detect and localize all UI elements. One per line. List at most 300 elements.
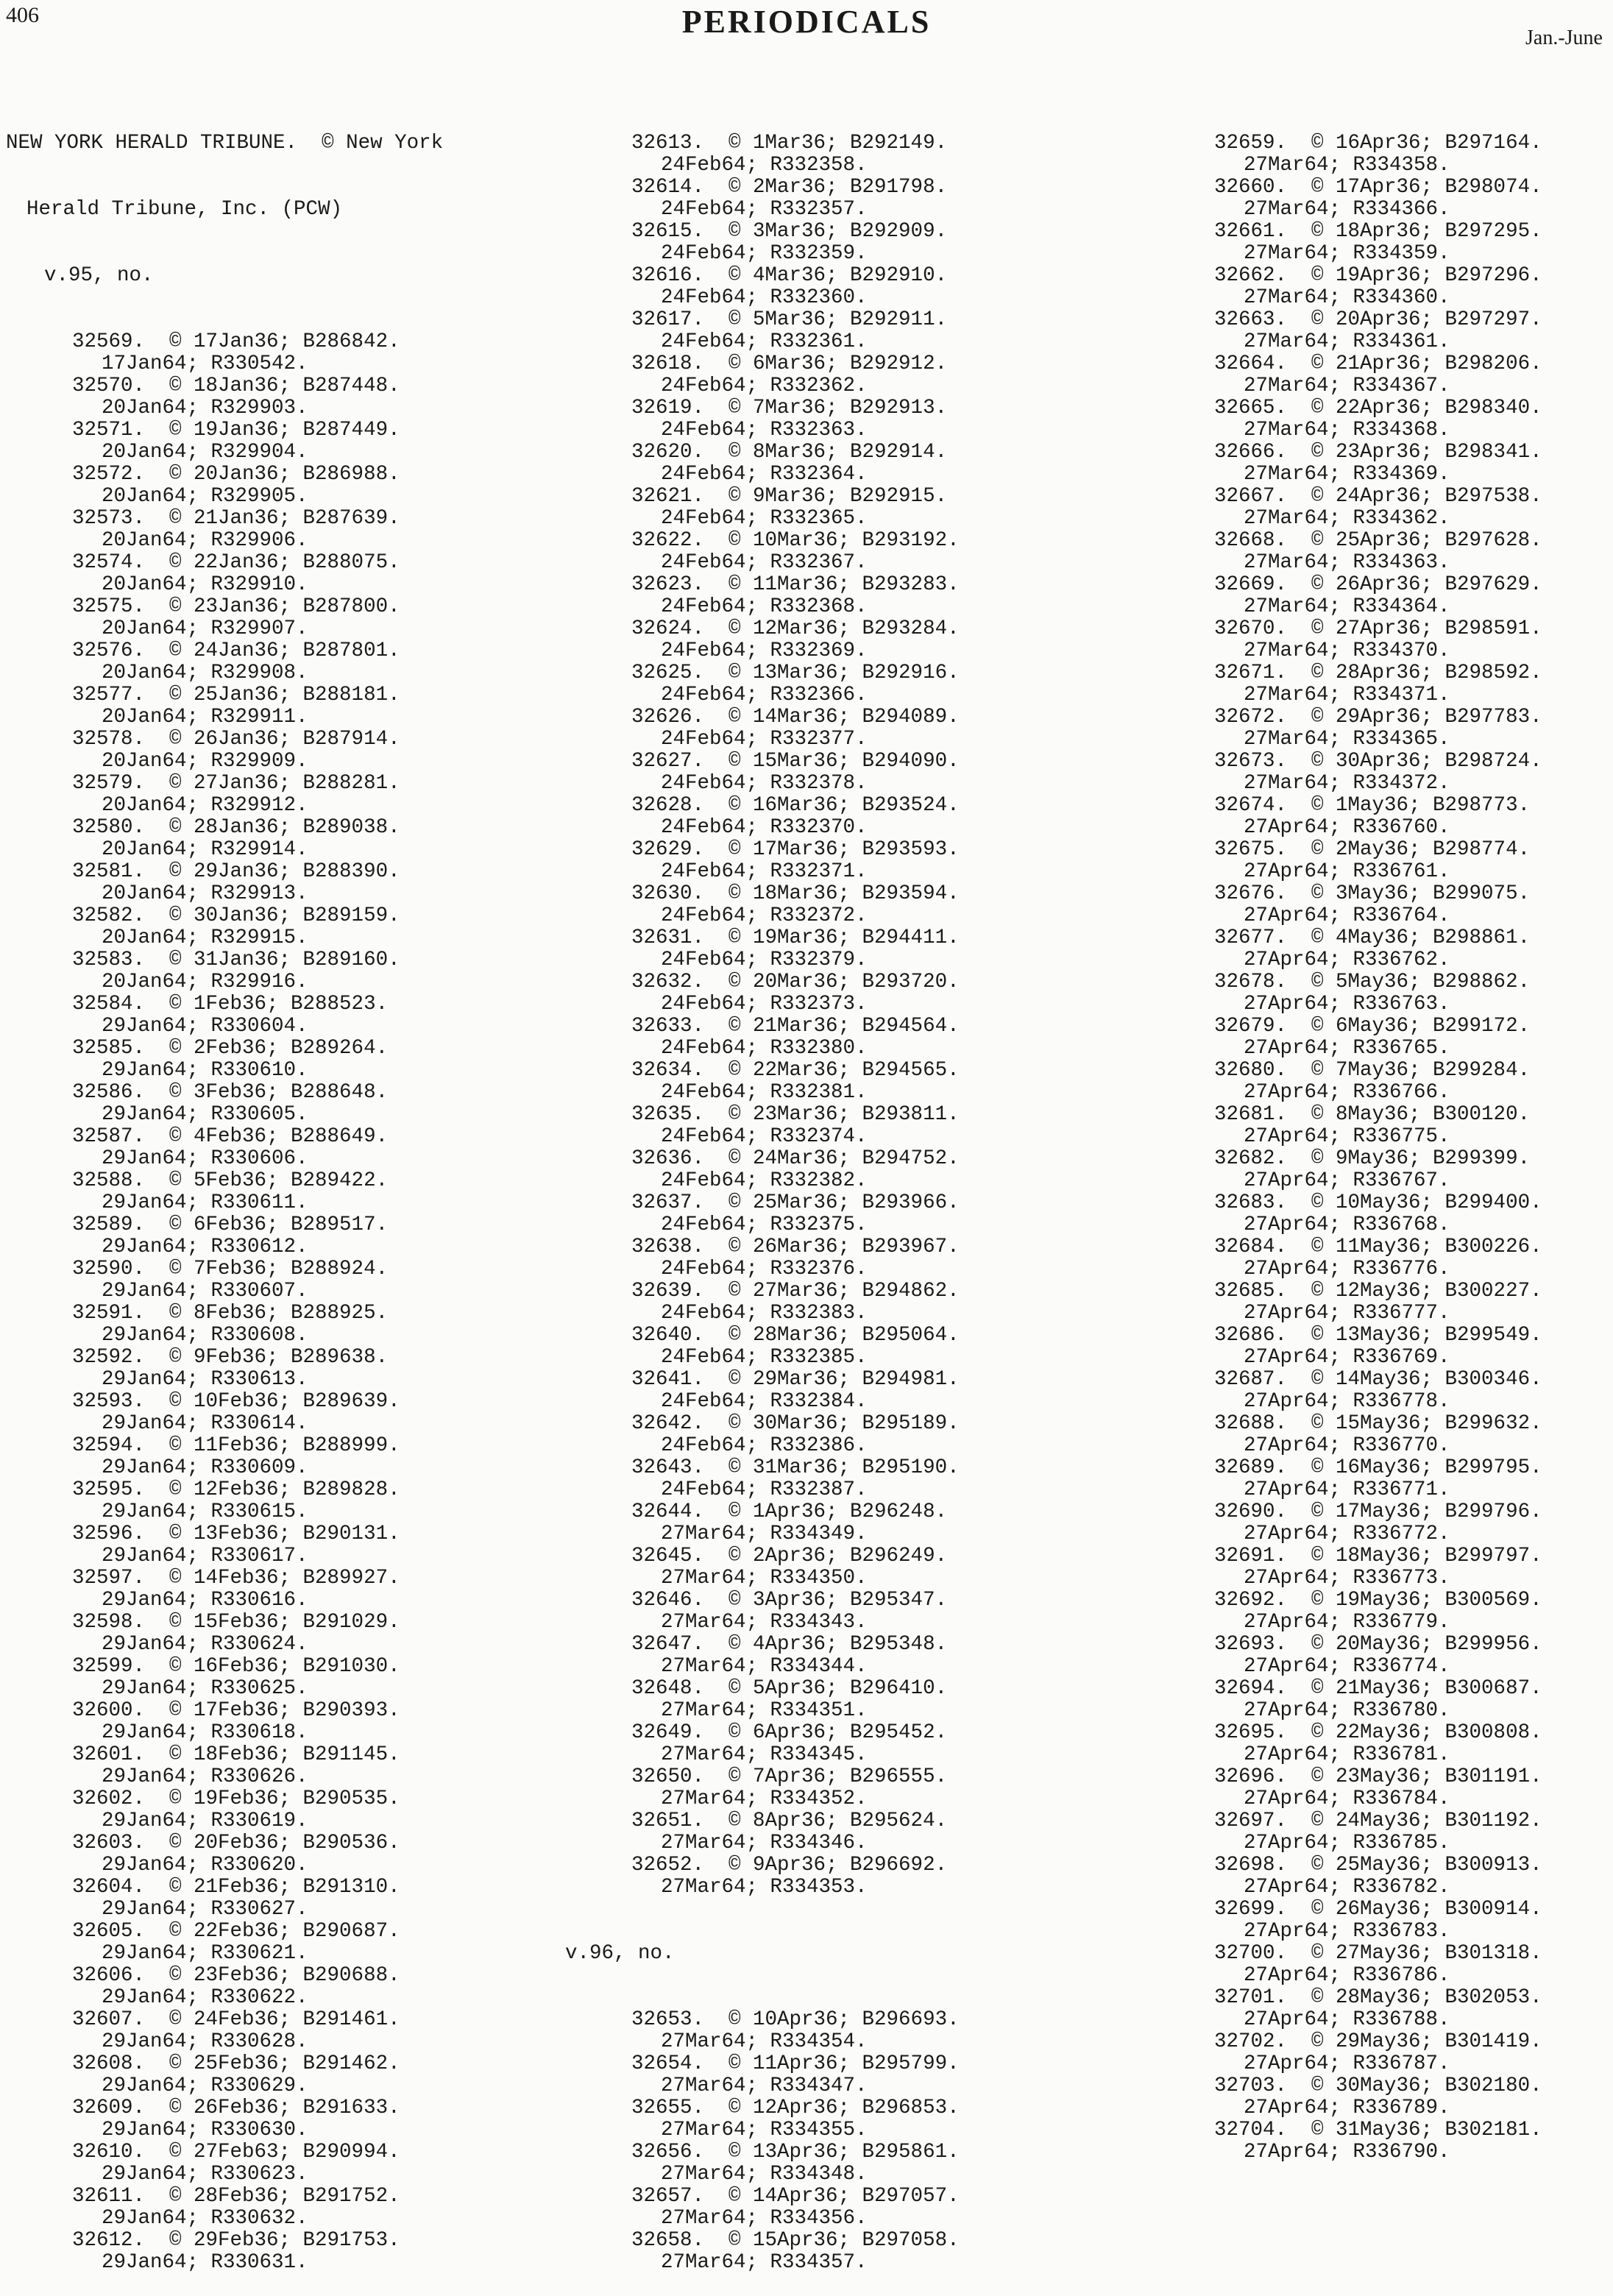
entry-registration: 32619. © 7Mar36; B292913. bbox=[631, 397, 948, 419]
list-item bbox=[565, 1148, 960, 1192]
entry-renewal: 27Mar64; R334359. bbox=[1244, 242, 1450, 265]
entry-renewal: 27Mar64; R334361. bbox=[1244, 330, 1450, 353]
list-item bbox=[1148, 662, 1542, 706]
entry-renewal: 27Mar64; R334352. bbox=[661, 1787, 868, 1810]
entry-registration: 32588. © 5Feb36; B289422. bbox=[72, 1169, 389, 1192]
list-item bbox=[6, 2141, 443, 2186]
entry-list bbox=[565, 132, 960, 1899]
list-item bbox=[565, 927, 960, 971]
list-item bbox=[565, 839, 960, 883]
entry-renewal: 24Feb64; R332365. bbox=[661, 507, 868, 530]
entry-renewal: 29Jan64; R330616. bbox=[102, 1589, 308, 1612]
entry-renewal: 24Feb64; R332375. bbox=[661, 1213, 868, 1236]
entry-registration: 32602. © 19Feb36; B290535. bbox=[72, 1787, 400, 1810]
list-item bbox=[6, 2230, 443, 2274]
entry-registration: 32608. © 25Feb36; B291462. bbox=[72, 2052, 400, 2075]
list-item bbox=[6, 2186, 443, 2230]
entry-registration: 32669. © 26Apr36; B297629. bbox=[1214, 573, 1542, 596]
entry-registration: 32686. © 13May36; B299549. bbox=[1214, 1324, 1542, 1347]
list-item bbox=[6, 375, 443, 419]
entry-registration: 32666. © 23Apr36; B298341. bbox=[1214, 441, 1542, 464]
list-item bbox=[565, 1413, 960, 1457]
entry-renewal: 24Feb64; R332368. bbox=[661, 595, 868, 618]
list-item bbox=[565, 397, 960, 442]
entry-registration: 32624. © 12Mar36; B293284. bbox=[631, 617, 960, 640]
list-item bbox=[6, 419, 443, 464]
entry-registration: 32616. © 4Mar36; B292910. bbox=[631, 264, 948, 287]
entry-renewal: 17Jan64; R330542. bbox=[102, 352, 308, 375]
entry-registration: 32638. © 26Mar36; B293967. bbox=[631, 1236, 960, 1258]
entry-renewal: 24Feb64; R332359. bbox=[661, 242, 868, 265]
entry-renewal: 20Jan64; R329913. bbox=[102, 882, 308, 905]
entry-registration: 32660. © 17Apr36; B298074. bbox=[1214, 176, 1542, 199]
list-item bbox=[1148, 1854, 1542, 1899]
list-item bbox=[565, 1236, 960, 1280]
entry-registration: 32673. © 30Apr36; B298724. bbox=[1214, 750, 1542, 773]
list-item bbox=[1148, 2119, 1542, 2164]
date-range: Jan.-June bbox=[1525, 26, 1603, 49]
entry-renewal: 24Feb64; R332376. bbox=[661, 1258, 868, 1280]
entry-renewal: 27Apr64; R336770. bbox=[1244, 1434, 1450, 1457]
entry-registration: 32594. © 11Feb36; B288999. bbox=[72, 1434, 400, 1457]
entry-renewal: 24Feb64; R332386. bbox=[661, 1434, 868, 1457]
entry-registration: 32647. © 4Apr36; B295348. bbox=[631, 1633, 948, 1656]
entry-registration: 32652. © 9Apr36; B296692. bbox=[631, 1854, 948, 1877]
list-item bbox=[565, 1722, 960, 1766]
list-item bbox=[1148, 618, 1542, 662]
entry-renewal: 29Jan64; R330611. bbox=[102, 1191, 308, 1214]
entry-registration: 32688. © 15May36; B299632. bbox=[1214, 1412, 1542, 1435]
entry-registration: 32679. © 6May36; B299172. bbox=[1214, 1015, 1531, 1038]
entry-renewal: 24Feb64; R332378. bbox=[661, 772, 868, 795]
entry-renewal: 27Mar64; R334353. bbox=[661, 1876, 868, 1899]
entry-registration: 32643. © 31Mar36; B295190. bbox=[631, 1456, 960, 1479]
list-item bbox=[6, 2097, 443, 2141]
entry-registration: 32702. © 29May36; B301419. bbox=[1214, 2030, 1542, 2053]
entry-registration: 32631. © 19Mar36; B294411. bbox=[631, 926, 960, 949]
list-item bbox=[6, 684, 443, 729]
list-item bbox=[565, 177, 960, 221]
entry-registration: 32603. © 20Feb36; B290536. bbox=[72, 1832, 400, 1854]
entry-renewal: 24Feb64; R332366. bbox=[661, 684, 868, 706]
entry-renewal: 27Mar64; R334360. bbox=[1244, 286, 1450, 309]
entry-list bbox=[1148, 132, 1542, 2164]
entry-registration: 32703. © 30May36; B302180. bbox=[1214, 2074, 1542, 2097]
entry-renewal: 29Jan64; R330614. bbox=[102, 1412, 308, 1435]
list-item bbox=[565, 618, 960, 662]
entry-renewal: 27Mar64; R334366. bbox=[1244, 198, 1450, 221]
list-item bbox=[6, 1877, 443, 1921]
entry-registration: 32657. © 14Apr36; B297057. bbox=[631, 2185, 960, 2208]
list-item bbox=[1148, 1016, 1542, 1060]
entry-renewal: 27Apr64; R336778. bbox=[1244, 1390, 1450, 1413]
entry-renewal: 27Mar64; R334343. bbox=[661, 1611, 868, 1634]
entry-registration: 32600. © 17Feb36; B290393. bbox=[72, 1699, 400, 1722]
entry-renewal: 27Apr64; R336777. bbox=[1244, 1302, 1450, 1325]
list-item bbox=[1148, 839, 1542, 883]
list-item bbox=[6, 993, 443, 1038]
list-item bbox=[6, 1832, 443, 1877]
entry-registration: 32704. © 31May36; B302181. bbox=[1214, 2119, 1542, 2141]
entry-renewal: 27Apr64; R336785. bbox=[1244, 1832, 1450, 1854]
entry-renewal: 29Jan64; R330612. bbox=[102, 1236, 308, 1258]
entry-renewal: 29Jan64; R330609. bbox=[102, 1456, 308, 1479]
entry-renewal: 29Jan64; R330610. bbox=[102, 1059, 308, 1082]
list-item bbox=[6, 1435, 443, 1479]
entry-renewal: 27Apr64; R336773. bbox=[1244, 1567, 1450, 1590]
entry-renewal: 27Mar64; R334350. bbox=[661, 1567, 868, 1590]
entry-registration: 32634. © 22Mar36; B294565. bbox=[631, 1059, 960, 1082]
entry-registration: 32626. © 14Mar36; B294089. bbox=[631, 706, 960, 729]
entry-registration: 32682. © 9May36; B299399. bbox=[1214, 1147, 1531, 1170]
volume-label: v.96, no. bbox=[565, 1942, 675, 1965]
entry-renewal: 27Apr64; R336783. bbox=[1244, 1920, 1450, 1943]
list-item bbox=[6, 2053, 443, 2097]
entry-renewal: 27Apr64; R336781. bbox=[1244, 1743, 1450, 1766]
entry-renewal: 27Apr64; R336771. bbox=[1244, 1478, 1450, 1501]
column-1 bbox=[6, 88, 443, 2296]
entry-renewal: 20Jan64; R329906. bbox=[102, 529, 308, 552]
list-item bbox=[1148, 1545, 1542, 1590]
list-item bbox=[1148, 1899, 1542, 1943]
list-item bbox=[565, 1192, 960, 1236]
entry-renewal: 27Mar64; R334363. bbox=[1244, 551, 1450, 574]
entry-registration: 32598. © 15Feb36; B291029. bbox=[72, 1611, 400, 1634]
list-item bbox=[6, 1744, 443, 1788]
list-item bbox=[1148, 1192, 1542, 1236]
entry-registration: 32569. © 17Jan36; B286842. bbox=[72, 330, 400, 353]
list-item bbox=[6, 1700, 443, 1744]
entry-registration: 32627. © 15Mar36; B294090. bbox=[631, 750, 960, 773]
entry-registration: 32622. © 10Mar36; B293192. bbox=[631, 529, 960, 552]
entry-renewal: 27Mar64; R334358. bbox=[1244, 154, 1450, 177]
entry-renewal: 27Mar64; R334368. bbox=[1244, 419, 1450, 442]
entry-registration: 32687. © 14May36; B300346. bbox=[1214, 1368, 1542, 1391]
entry-renewal: 27Apr64; R336763. bbox=[1244, 993, 1450, 1016]
entry-registration: 32625. © 13Mar36; B292916. bbox=[631, 662, 960, 684]
list-item bbox=[1148, 1325, 1542, 1369]
entry-registration: 32578. © 26Jan36; B287914. bbox=[72, 728, 400, 751]
list-item bbox=[1148, 1413, 1542, 1457]
list-item bbox=[1148, 397, 1542, 442]
list-item bbox=[6, 1214, 443, 1258]
list-item bbox=[1148, 132, 1542, 177]
entry-renewal: 27Apr64; R336767. bbox=[1244, 1169, 1450, 1192]
entry-registration: 32692. © 19May36; B300569. bbox=[1214, 1589, 1542, 1612]
entry-registration: 32651. © 8Apr36; B295624. bbox=[631, 1810, 948, 1832]
entry-renewal: 27Apr64; R336765. bbox=[1244, 1037, 1450, 1060]
entry-registration: 32659. © 16Apr36; B297164. bbox=[1214, 132, 1542, 155]
list-item bbox=[6, 1126, 443, 1170]
entry-registration: 32615. © 3Mar36; B292909. bbox=[631, 220, 948, 243]
entry-registration: 32649. © 6Apr36; B295452. bbox=[631, 1721, 948, 1744]
entry-registration: 32664. © 21Apr36; B298206. bbox=[1214, 352, 1542, 375]
list-item bbox=[6, 552, 443, 596]
list-item bbox=[565, 265, 960, 309]
entry-registration: 32655. © 12Apr36; B296853. bbox=[631, 2097, 960, 2119]
entry-registration: 32675. © 2May36; B298774. bbox=[1214, 838, 1531, 861]
entry-registration: 32609. © 26Feb36; B291633. bbox=[72, 2097, 400, 2119]
entry-renewal: 24Feb64; R332385. bbox=[661, 1346, 868, 1369]
entry-renewal: 20Jan64; R329905. bbox=[102, 485, 308, 508]
entry-registration: 32653. © 10Apr36; B296693. bbox=[631, 2008, 960, 2031]
entry-registration: 32592. © 9Feb36; B289638. bbox=[72, 1346, 389, 1369]
entry-renewal: 27Apr64; R336790. bbox=[1244, 2141, 1450, 2164]
list-item bbox=[565, 662, 960, 706]
entry-renewal: 27Apr64; R336768. bbox=[1244, 1213, 1450, 1236]
list-item bbox=[6, 1391, 443, 1435]
list-item bbox=[6, 508, 443, 552]
list-item bbox=[565, 1810, 960, 1854]
entry-renewal: 20Jan64; R329904. bbox=[102, 441, 308, 464]
entry-registration: 32645. © 2Apr36; B296249. bbox=[631, 1545, 948, 1567]
entry-renewal: 29Jan64; R330618. bbox=[102, 1721, 308, 1744]
entry-renewal: 27Mar64; R334349. bbox=[661, 1523, 868, 1545]
list-item bbox=[6, 1479, 443, 1523]
list-item bbox=[565, 2053, 960, 2097]
list-item bbox=[1148, 442, 1542, 486]
entry-registration: 32674. © 1May36; B298773. bbox=[1214, 794, 1531, 817]
entry-registration: 32611. © 28Feb36; B291752. bbox=[72, 2185, 400, 2208]
entry-renewal: 24Feb64; R332373. bbox=[661, 993, 868, 1016]
list-item bbox=[1148, 1060, 1542, 1104]
list-item bbox=[6, 1303, 443, 1347]
list-item bbox=[6, 2009, 443, 2053]
entry-registration: 32620. © 8Mar36; B292914. bbox=[631, 441, 948, 464]
entry-registration: 32648. © 5Apr36; B296410. bbox=[631, 1677, 948, 1700]
entry-renewal: 27Mar64; R334348. bbox=[661, 2163, 868, 2186]
entry-renewal: 27Apr64; R336760. bbox=[1244, 816, 1450, 839]
list-item bbox=[565, 795, 960, 839]
entry-renewal: 27Mar64; R334370. bbox=[1244, 639, 1450, 662]
list-item bbox=[565, 1016, 960, 1060]
entry-renewal: 29Jan64; R330615. bbox=[102, 1500, 308, 1523]
entry-registration: 32695. © 22May36; B300808. bbox=[1214, 1721, 1542, 1744]
entry-registration: 32610. © 27Feb63; B290994. bbox=[72, 2141, 400, 2164]
entry-registration: 32579. © 27Jan36; B288281. bbox=[72, 772, 400, 795]
entry-renewal: 24Feb64; R332379. bbox=[661, 949, 868, 971]
entry-renewal: 24Feb64; R332364. bbox=[661, 463, 868, 486]
entry-renewal: 24Feb64; R332362. bbox=[661, 375, 868, 397]
list-item bbox=[565, 1545, 960, 1590]
list-item bbox=[6, 331, 443, 375]
entry-renewal: 27Mar64; R334369. bbox=[1244, 463, 1450, 486]
entry-renewal: 27Apr64; R336788. bbox=[1244, 2008, 1450, 2031]
entry-registration: 32676. © 3May36; B299075. bbox=[1214, 882, 1531, 905]
entry-registration: 32628. © 16Mar36; B293524. bbox=[631, 794, 960, 817]
list-item bbox=[6, 1347, 443, 1391]
list-item bbox=[565, 486, 960, 530]
list-item bbox=[6, 1921, 443, 1965]
entry-renewal: 20Jan64; R329916. bbox=[102, 971, 308, 993]
list-item bbox=[6, 640, 443, 684]
entry-registration: 32601. © 18Feb36; B291145. bbox=[72, 1743, 400, 1766]
list-item bbox=[6, 861, 443, 905]
entry-registration: 32693. © 20May36; B299956. bbox=[1214, 1633, 1542, 1656]
list-item bbox=[1148, 1810, 1542, 1854]
list-item bbox=[1148, 971, 1542, 1016]
entry-registration: 32694. © 21May36; B300687. bbox=[1214, 1677, 1542, 1700]
list-item bbox=[6, 1612, 443, 1656]
column-3 bbox=[1148, 88, 1542, 2186]
entry-registration: 32613. © 1Mar36; B292149. bbox=[631, 132, 948, 155]
entry-registration: 32589. © 6Feb36; B289517. bbox=[72, 1213, 389, 1236]
entry-renewal: 27Mar64; R334365. bbox=[1244, 728, 1450, 751]
entry-renewal: 24Feb64; R332367. bbox=[661, 551, 868, 574]
entry-registration: 32671. © 28Apr36; B298592. bbox=[1214, 662, 1542, 684]
entry-registration: 32662. © 19Apr36; B297296. bbox=[1214, 264, 1542, 287]
entry-renewal: 27Apr64; R336769. bbox=[1244, 1346, 1450, 1369]
entry-registration: 32583. © 31Jan36; B289160. bbox=[72, 949, 400, 971]
entry-renewal: 24Feb64; R332374. bbox=[661, 1125, 868, 1148]
entry-registration: 32617. © 5Mar36; B292911. bbox=[631, 308, 948, 331]
entry-renewal: 20Jan64; R329908. bbox=[102, 662, 308, 684]
list-item bbox=[1148, 927, 1542, 971]
entry-renewal: 24Feb64; R332361. bbox=[661, 330, 868, 353]
entry-registration: 32604. © 21Feb36; B291310. bbox=[72, 1876, 400, 1899]
entry-list bbox=[565, 2009, 960, 2274]
entry-registration: 32681. © 8May36; B300120. bbox=[1214, 1103, 1531, 1126]
entry-registration: 32576. © 24Jan36; B287801. bbox=[72, 639, 400, 662]
entry-renewal: 24Feb64; R332369. bbox=[661, 639, 868, 662]
entry-registration: 32640. © 28Mar36; B295064. bbox=[631, 1324, 960, 1347]
entry-renewal: 29Jan64; R330617. bbox=[102, 1545, 308, 1567]
list-item bbox=[6, 949, 443, 993]
list-item bbox=[565, 1634, 960, 1678]
entry-renewal: 27Mar64; R334372. bbox=[1244, 772, 1450, 795]
entry-renewal: 27Mar64; R334356. bbox=[661, 2207, 868, 2230]
entry-renewal: 27Apr64; R336780. bbox=[1244, 1699, 1450, 1722]
entry-registration: 32633. © 21Mar36; B294564. bbox=[631, 1015, 960, 1038]
entry-registration: 32574. © 22Jan36; B288075. bbox=[72, 551, 400, 574]
entry-renewal: 20Jan64; R329912. bbox=[102, 794, 308, 817]
list-item bbox=[1148, 1678, 1542, 1722]
list-item bbox=[1148, 795, 1542, 839]
entry-renewal: 27Apr64; R336779. bbox=[1244, 1611, 1450, 1634]
entry-renewal: 29Jan64; R330606. bbox=[102, 1147, 308, 1170]
entry-renewal: 27Apr64; R336764. bbox=[1244, 904, 1450, 927]
entry-renewal: 27Apr64; R336786. bbox=[1244, 1964, 1450, 1987]
list-item bbox=[1148, 530, 1542, 574]
list-item bbox=[565, 1104, 960, 1148]
list-item bbox=[1148, 2031, 1542, 2075]
entry-registration: 32591. © 8Feb36; B288925. bbox=[72, 1302, 389, 1325]
list-item bbox=[1148, 1501, 1542, 1545]
list-item bbox=[565, 2097, 960, 2141]
entry-renewal: 29Jan64; R330620. bbox=[102, 1854, 308, 1877]
list-item bbox=[1148, 2075, 1542, 2119]
entry-renewal: 27Apr64; R336761. bbox=[1244, 860, 1450, 883]
entry-renewal: 24Feb64; R332382. bbox=[661, 1169, 868, 1192]
list-item bbox=[565, 530, 960, 574]
list-item bbox=[565, 309, 960, 353]
entry-registration: 32699. © 26May36; B300914. bbox=[1214, 1898, 1542, 1921]
running-title: PERIODICALS bbox=[681, 4, 932, 40]
entry-registration: 32672. © 29Apr36; B297783. bbox=[1214, 706, 1542, 729]
list-item bbox=[565, 2230, 960, 2274]
list-item bbox=[565, 971, 960, 1016]
entry-renewal: 27Mar64; R334367. bbox=[1244, 375, 1450, 397]
list-item bbox=[6, 464, 443, 508]
entry-registration: 32623. © 11Mar36; B293283. bbox=[631, 573, 960, 596]
entry-renewal: 27Apr64; R336766. bbox=[1244, 1081, 1450, 1104]
heading-line-1: NEW YORK HERALD TRIBUNE. © New York bbox=[6, 132, 444, 155]
entry-registration: 32584. © 1Feb36; B288523. bbox=[72, 993, 389, 1016]
entry-registration: 32701. © 28May36; B302053. bbox=[1214, 1986, 1542, 2009]
list-item bbox=[565, 1060, 960, 1104]
entry-renewal: 29Jan64; R330629. bbox=[102, 2074, 308, 2097]
entry-registration: 32571. © 19Jan36; B287449. bbox=[72, 419, 400, 442]
entry-renewal: 24Feb64; R332372. bbox=[661, 904, 868, 927]
entry-renewal: 27Apr64; R336787. bbox=[1244, 2052, 1450, 2075]
entry-registration: 32668. © 25Apr36; B297628. bbox=[1214, 529, 1542, 552]
entry-renewal: 20Jan64; R329915. bbox=[102, 926, 308, 949]
list-item bbox=[1148, 1104, 1542, 1148]
entry-registration: 32677. © 4May36; B298861. bbox=[1214, 926, 1531, 949]
entry-registration: 32658. © 15Apr36; B297058. bbox=[631, 2229, 960, 2252]
entry-renewal: 29Jan64; R330623. bbox=[102, 2163, 308, 2186]
list-item bbox=[1148, 1943, 1542, 1987]
entry-registration: 32683. © 10May36; B299400. bbox=[1214, 1191, 1542, 1214]
list-item bbox=[1148, 265, 1542, 309]
list-item bbox=[1148, 1369, 1542, 1413]
list-item bbox=[565, 883, 960, 927]
list-item bbox=[1148, 574, 1542, 618]
list-item bbox=[1148, 177, 1542, 221]
entry-renewal: 24Feb64; R332371. bbox=[661, 860, 868, 883]
entry-registration: 32577. © 25Jan36; B288181. bbox=[72, 684, 400, 706]
list-item bbox=[6, 1656, 443, 1700]
entry-registration: 32629. © 17Mar36; B293593. bbox=[631, 838, 960, 861]
list-item bbox=[1148, 1634, 1542, 1678]
entry-registration: 32630. © 18Mar36; B293594. bbox=[631, 882, 960, 905]
entry-registration: 32637. © 25Mar36; B293966. bbox=[631, 1191, 960, 1214]
entry-renewal: 29Jan64; R330626. bbox=[102, 1765, 308, 1788]
entry-renewal: 27Apr64; R336782. bbox=[1244, 1876, 1450, 1899]
entry-registration: 32644. © 1Apr36; B296248. bbox=[631, 1500, 948, 1523]
entry-renewal: 20Jan64; R329903. bbox=[102, 397, 308, 419]
entry-renewal: 29Jan64; R330605. bbox=[102, 1103, 308, 1126]
list-item bbox=[565, 574, 960, 618]
list-item bbox=[1148, 1457, 1542, 1501]
entry-registration: 32612. © 29Feb36; B291753. bbox=[72, 2229, 400, 2252]
entry-registration: 32696. © 23May36; B301191. bbox=[1214, 1765, 1542, 1788]
column-2 bbox=[565, 88, 960, 2296]
list-item bbox=[1148, 309, 1542, 353]
entry-registration: 32656. © 13Apr36; B295861. bbox=[631, 2141, 960, 2164]
list-item bbox=[565, 2141, 960, 2186]
entry-renewal: 29Jan64; R330628. bbox=[102, 2030, 308, 2053]
entry-list bbox=[6, 331, 443, 2274]
list-item bbox=[1148, 221, 1542, 265]
list-item bbox=[1148, 1148, 1542, 1192]
entry-renewal: 27Apr64; R336784. bbox=[1244, 1787, 1450, 1810]
page-number: 406 bbox=[6, 3, 39, 27]
entry-renewal: 29Jan64; R330625. bbox=[102, 1677, 308, 1700]
entry-renewal: 20Jan64; R329909. bbox=[102, 750, 308, 773]
entry-registration: 32586. © 3Feb36; B288648. bbox=[72, 1081, 389, 1104]
entry-registration: 32700. © 27May36; B301318. bbox=[1214, 1942, 1542, 1965]
entry-renewal: 24Feb64; R332357. bbox=[661, 198, 868, 221]
entry-registration: 32599. © 16Feb36; B291030. bbox=[72, 1655, 400, 1678]
entry-renewal: 27Apr64; R336789. bbox=[1244, 2097, 1450, 2119]
entry-registration: 32595. © 12Feb36; B289828. bbox=[72, 1478, 400, 1501]
entry-renewal: 29Jan64; R330619. bbox=[102, 1810, 308, 1832]
entry-renewal: 20Jan64; R329907. bbox=[102, 617, 308, 640]
list-item bbox=[1148, 1280, 1542, 1325]
list-item bbox=[565, 221, 960, 265]
entry-registration: 32582. © 30Jan36; B289159. bbox=[72, 904, 400, 927]
